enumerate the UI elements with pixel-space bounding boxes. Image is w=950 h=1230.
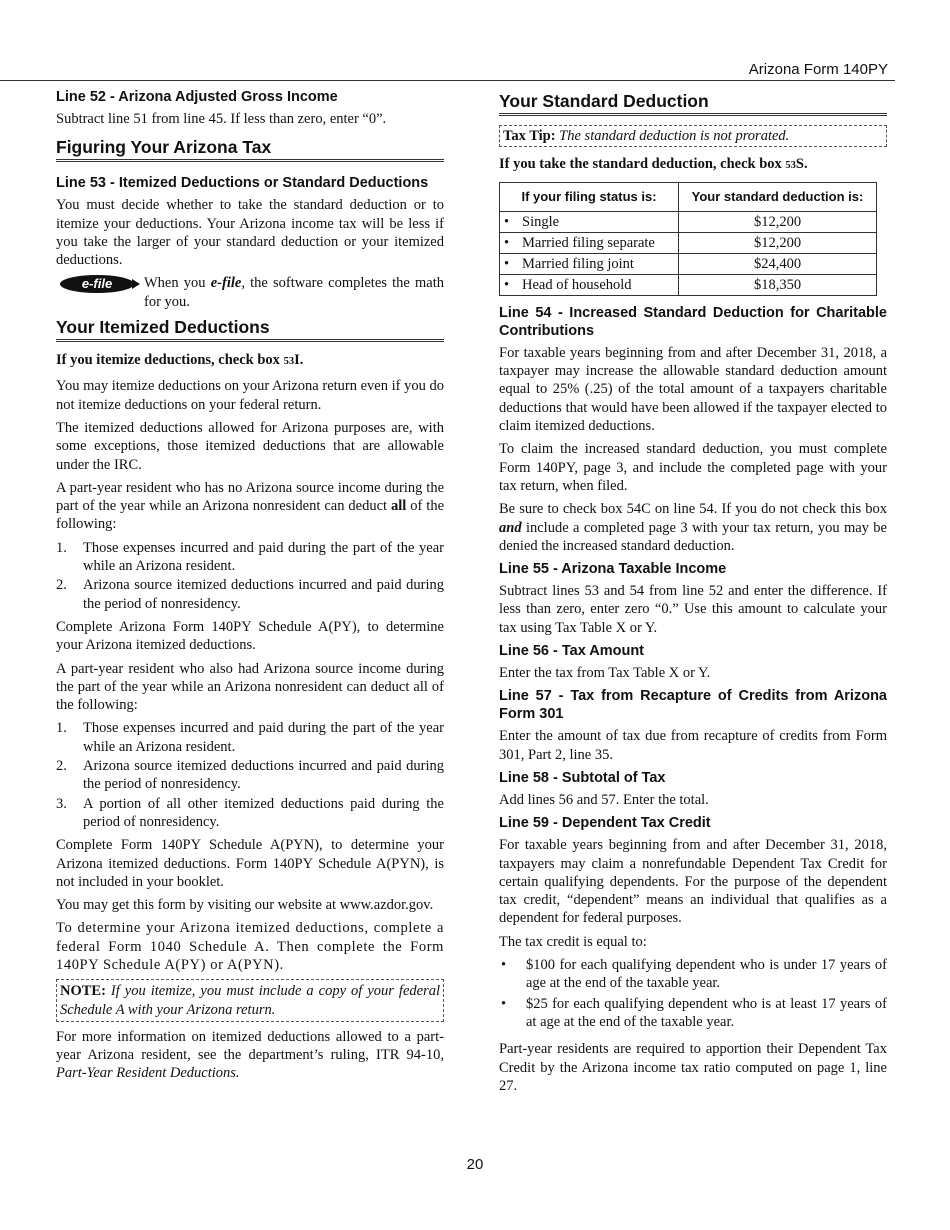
line56-heading: Line 56 - Tax Amount [499, 643, 645, 660]
itemized-p8: To determine your Arizona itemized deductions, complete a federal Form 1040 Schedule A. Then complete the Form 140PY Schedule A(PY) or A(PYN). [56, 920, 444, 973]
line55-text: Subtract lines 53 and 54 from line 52 and enter the difference. If less than zero, enter zero “0.” Use this amount to calculate your tax using Tax Table X or Y. [499, 583, 887, 636]
table-row: • Single $12,200 [500, 211, 877, 232]
list-item: 1. Those expenses incurred and paid during the part of the year while an Arizona resident. [56, 720, 444, 755]
line59-p1: For taxable years beginning from and after December 31, 2018, taxpayers may claim a nonrefundable Dependent Tax Credit for certain qualifying dependents. For the purpose of the dependent tax credit, “dependent” means an individual that qualifies as a dependent for federal purposes. [499, 837, 887, 927]
itemized-section [56, 316, 444, 342]
line55-heading: Line 55 - Arizona Taxable Income [499, 561, 727, 578]
figuring-tax-heading: Figuring Your Arizona Tax [56, 137, 272, 158]
itemized-heading: Your Itemized Deductions [56, 317, 270, 338]
list-item: • $100 for each qualifying dependent who is under 17 years of age at the end of the taxable year. [499, 956, 887, 993]
table-row: • Head of household $18,350 [500, 274, 877, 295]
tax-tip-box: Tax Tip: The standard deduction is not prorated. [499, 125, 887, 147]
left-column [56, 88, 444, 1088]
list-item: 2. Arizona source itemized deductions incurred and paid during the period of nonresidency. [56, 577, 444, 612]
efile-note [56, 274, 444, 311]
deduction-list-2 [56, 719, 444, 831]
credit-list [499, 956, 887, 1031]
line53-text: You must decide whether to take the standard deduction or to itemize your deductions. Your Arizona income tax will be less if you take the larger of your standard deduction or your itemized deductions. [56, 197, 444, 269]
list-item: • $25 for each qualifying dependent who is at least 17 years of at age at the end of the taxable year. [499, 995, 887, 1032]
right-column [499, 88, 887, 1100]
efile-logo-icon: e-file [60, 275, 134, 293]
table-row: • Married filing separate $12,200 [500, 232, 877, 253]
itemized-p4: Complete Arizona Form 140PY Schedule A(PY), to determine your Arizona itemized deductions. [56, 618, 444, 654]
line59-heading: Line 59 - Dependent Tax Credit [499, 815, 711, 832]
list-item: 1. Those expenses incurred and paid during the part of the year while an Arizona resident. [56, 539, 444, 575]
page-number: 20 [466, 1156, 484, 1173]
itemized-p6: Complete Form 140PY Schedule A(PYN), to determine your Arizona itemized deductions. Form 140PY Schedule A(PYN), is not included in your booklet. [56, 837, 444, 890]
standard-section [499, 90, 887, 116]
itemized-p3: A part-year resident who has no Arizona source income during the part of the year while an Arizona nonresident can deduct all of the following: [56, 479, 445, 533]
list-item: 2. Arizona source itemized deductions incurred and paid during the period of nonresidency. [56, 758, 444, 793]
line54-heading: Line 54 - Increased Standard Deduction for Charitable Contributions [499, 304, 887, 339]
line59-p3: Part-year residents are required to apportion their Dependent Tax Credit by the Arizona income tax ratio computed on page 1, line 27. [499, 1041, 887, 1094]
form-title: Arizona Form 140PY [748, 61, 888, 78]
figuring-tax-section [56, 136, 444, 162]
table-row: • Married filing joint $24,400 [500, 253, 877, 274]
deduction-list-1 [56, 539, 444, 613]
line57-heading: Line 57 - Tax from Recapture of Credits from Arizona Form 301 [499, 688, 887, 723]
standard-check-instruction: If you take the standard deduction, check box 53S. [499, 156, 808, 173]
note-box: NOTE: If you itemize, you must include a copy of your federal Schedule A with your Arizona return. [56, 979, 444, 1022]
line59-p2: The tax credit is equal to: [499, 933, 647, 950]
itemized-p2: The itemized deductions allowed for Arizona purposes are, with some exceptions, those itemized deductions that are allowable under the IRC. [56, 419, 444, 473]
line52-text: Subtract line 51 from line 45. If less than zero, enter “0”. [56, 111, 387, 127]
itemize-check-instruction: If you itemize deductions, check box 53I. [56, 352, 304, 369]
itemized-p9: For more information on itemized deductions allowed to a part-year Arizona resident, see the department’s ruling, ITR 94-10, Part-Year Resident Deductions. [56, 1028, 444, 1082]
line53-heading: Line 53 - Itemized Deductions or Standard Deductions [56, 175, 429, 192]
list-item: 3. A portion of all other itemized deductions paid during the period of nonresidency. [56, 795, 444, 830]
line58-text: Add lines 56 and 57. Enter the total. [499, 791, 709, 808]
header-rule [0, 80, 895, 81]
efile-text: When you e-file, the software completes the math for you. [144, 275, 444, 310]
standard-heading: Your Standard Deduction [499, 91, 709, 111]
line57-text: Enter the amount of tax due from recapture of credits from Form 301, Part 2, line 35. [499, 728, 887, 763]
line54-p2: To claim the increased standard deduction, you must complete Form 140PY, page 3, and include the completed page with your tax return, when filed. [499, 441, 887, 494]
itemized-p5: A part-year resident who also had Arizona source income during the part of the year while an Arizona nonresident can deduct all of the following: [56, 660, 444, 714]
line54-p3: Be sure to check box 54C on line 54. If you do not check this box and include a completed page 3 with your tax return, you may be denied the increased standard deduction. [499, 501, 887, 554]
line58-heading: Line 58 - Subtotal of Tax [499, 769, 666, 786]
itemized-p1: You may itemize deductions on your Arizona return even if you do not itemize deductions on your federal return. [56, 378, 444, 413]
line52-heading: Line 52 - Arizona Adjusted Gross Income [56, 89, 338, 105]
table-header: If your filing status is: [500, 182, 679, 211]
line56-text: Enter the tax from Tax Table X or Y. [499, 665, 711, 682]
standard-deduction-table [499, 182, 877, 296]
table-header: Your standard deduction is: [679, 182, 877, 211]
itemized-p7: You may get this form by visiting our website at www.azdor.gov. [56, 897, 434, 914]
line54-p1: For taxable years beginning from and after December 31, 2018, a taxpayer may increase the allowable standard deduction amount equal to 25% (.25) of the total amount of a taxpayers charitable deductions that would have been allowed if the taxpayer elected to claim itemized deductions. [499, 344, 887, 435]
